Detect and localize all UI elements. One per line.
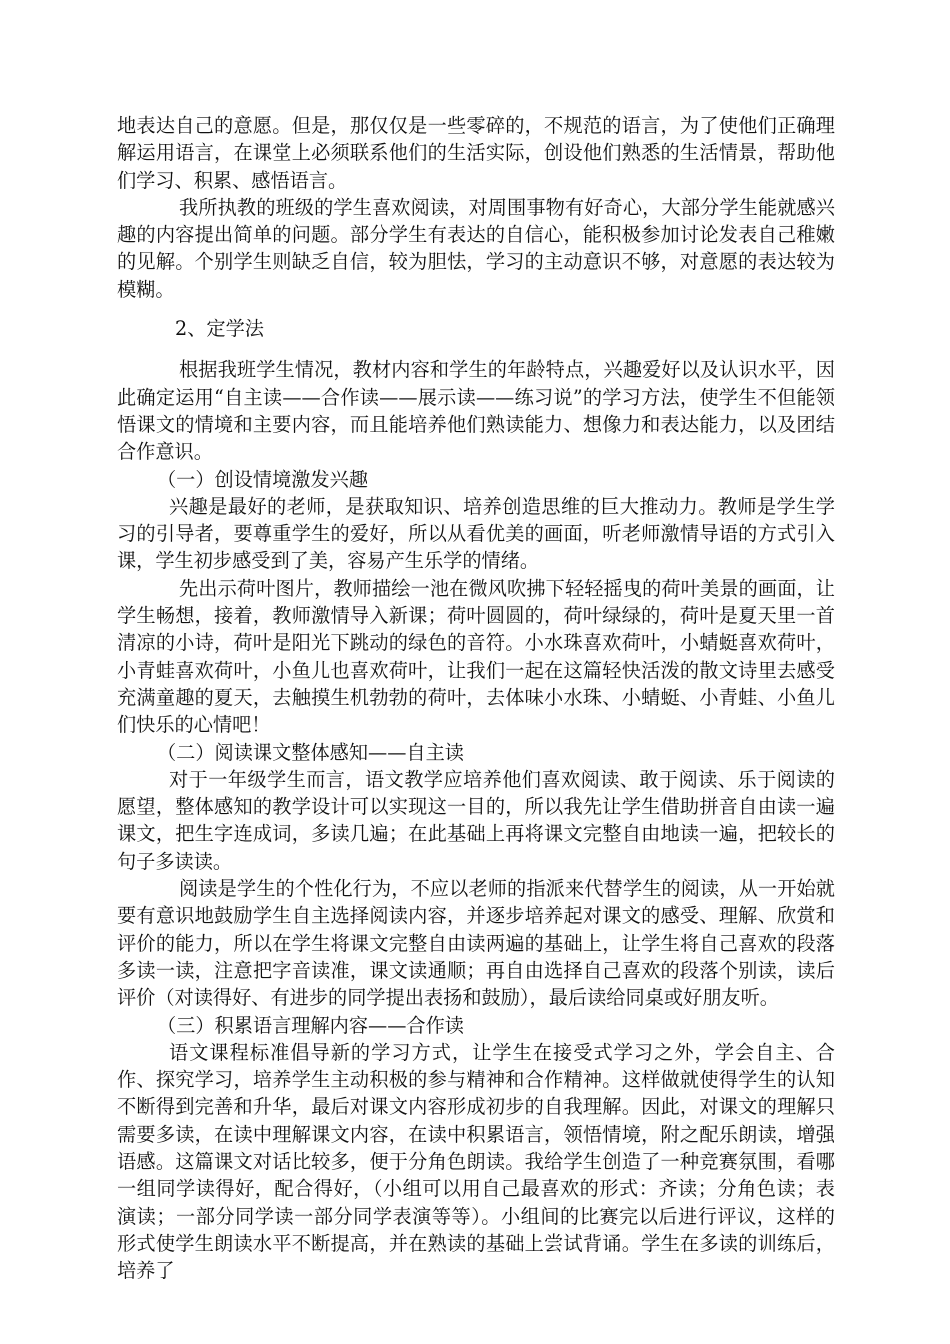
paragraph-first-grade: 对于一年级学生而言，语文教学应培养他们喜欢阅读、敢于阅读、乐于阅读的愿望，整体感知的教学设计可以实现这一目的，所以我先让学生借助拼音自由读一遍课文，把生字连成词，多读几遍；在此基础上再将课文完整自由地读一遍，把较长的句子多读读。 <box>117 767 835 873</box>
paragraph-interest: 兴趣是最好的老师，是获取知识、培养创造思维的巨大推动力。教师是学生学习的引导者，要尊重学生的爱好，所以从看优美的画面，听老师激情导语的方式引入课，学生初步感受到了美，容易产生乐学的情绪。 <box>117 494 835 573</box>
subheading-create-scene: （一）创设情境激发兴趣 <box>157 467 369 491</box>
subheading-read-text: （二）阅读课文整体感知——自主读 <box>157 740 464 764</box>
document-body <box>117 112 835 1284</box>
paragraph-curriculum-standard: 语文课程标准倡导新的学习方式，让学生在接受式学习之外，学会自主、合作、探究学习，培养学生主动积极的参与精神和合作精神。这样做就使得学生的认知不断得到完善和升华，最后对课文内容形成初步的自我理解。因此，对课文的理解只需要多读，在读中理解课文内容，在读中积累语言，领悟情境，附之配乐朗读，增强语感。这篇课文对话比较多，便于分角色朗读。我给学生创造了一种竞赛氛围，看哪一组同学读得好，配合得好，（小组可以用自己最喜欢的形式：齐读；分角色读；表演读；一部分同学读一部分同学表演等等）。小组间的比赛完以后进行评议，这样的形式使学生朗读水平不断提高，并在熟读的基础上尝试背诵。学生在多读的训练后，培养了 <box>117 1040 835 1283</box>
paragraph-study-method: 根据我班学生情况，教材内容和学生的年龄特点，兴趣爱好以及认识水平，因此确定运用“自主读——合作读——展示读——练习说”的学习方法，使学生不但能领悟课文的情境和主要内容，而且能培养他们熟读能力、想像力和表达能力，以及团结合作意识。 <box>117 358 835 464</box>
paragraph-individual-reading: 阅读是学生的个性化行为，不应以老师的指派来代替学生的阅读，从一开始就要有意识地鼓励学生自主选择阅读内容，并逐步培养起对课文的感受、理解、欣赏和评价的能力，所以在学生将课文完整自由读两遍的基础上，让学生将自己喜欢的段落多读一读，注意把字音读准，课文读通顺；再自由选择自己喜欢的段落个别读，读后评价（对读得好、有进步的同学提出表扬和鼓励），最后读给同桌或好朋友听。 <box>117 877 835 1010</box>
paragraph-lotus-leaf: 先出示荷叶图片，教师描绘一池在微风吹拂下轻轻摇曳的荷叶美景的画面，让学生畅想，接着，教师激情导入新课；荷叶圆圆的，荷叶绿绿的，荷叶是夏天里一首清凉的小诗，荷叶是阳光下跳动的绿色的音符。小水珠喜欢荷叶，小蜻蜓喜欢荷叶，小青蛙喜欢荷叶，小鱼儿也喜欢荷叶，让我们一起在这篇轻快活泼的散文诗里去感受充满童趣的夏天，去触摸生机勃勃的荷叶，去体味小水珠、小蜻蜓、小青蛙、小鱼儿们快乐的心情吧！ <box>117 576 835 737</box>
paragraph-class-situation: 我所执教的班级的学生喜欢阅读，对周围事物有好奇心，大部分学生能就感兴趣的内容提出简单的问题。部分学生有表达的自信心，能积极参加讨论发表自己稚嫩的见解。个别学生则缺乏自信，较为胆怯，学习的主动意识不够，对意愿的表达较为模糊。 <box>117 195 835 301</box>
section-heading-study-method: 2、定学法 <box>175 317 264 341</box>
paragraph-intro-continued: 地表达自己的意愿。但是，那仅仅是一些零碎的，不规范的语言，为了使他们正确理解运用语言，在课堂上必须联系他们的生活实际，创设他们熟悉的生活情景，帮助他们学习、积累、感悟语言。 <box>117 114 835 192</box>
subheading-accumulate-language: （三）积累语言理解内容——合作读 <box>157 1013 464 1037</box>
